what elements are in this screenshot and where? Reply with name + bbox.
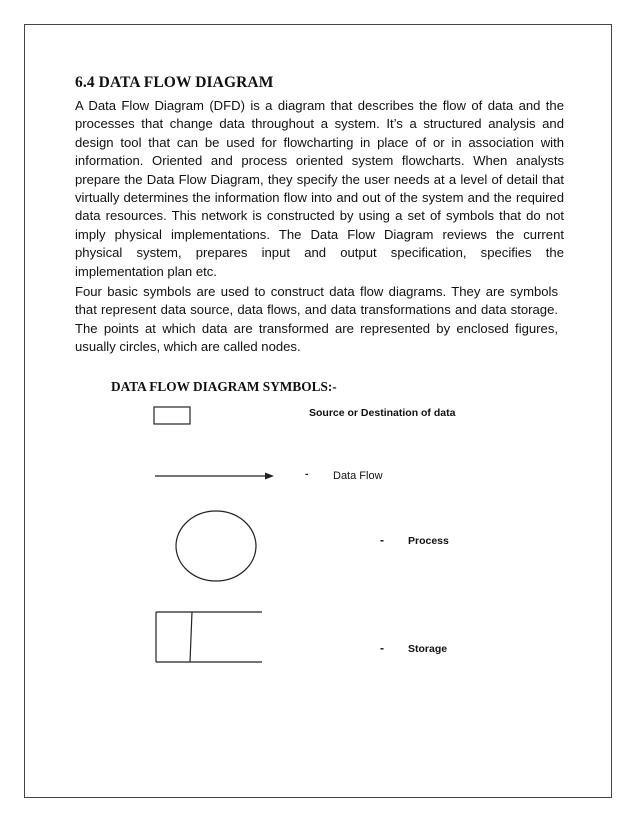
data-flow-label: Data Flow bbox=[333, 470, 383, 482]
storage-dash: - bbox=[380, 641, 384, 655]
source-destination-label: Source or Destination of data bbox=[309, 407, 456, 419]
process-label: Process bbox=[408, 535, 449, 547]
data-flow-dash: - bbox=[305, 468, 309, 480]
process-dash: - bbox=[380, 533, 384, 547]
storage-label: Storage bbox=[408, 643, 448, 655]
section-heading: 6.4 DATA FLOW DIAGRAM bbox=[75, 74, 274, 91]
paragraph-basic-symbols: Four basic symbols are used to construct data flow diagrams. They are symbols that represent data source, data flows, and data transformations and data storage. The points at which data are transformed are represented by enclosed figures, usually circles, which are called nodes. bbox=[75, 284, 558, 355]
paragraph-dfd-definition: A Data Flow Diagram (DFD) is a diagram that describes the flow of data and the processes that change data throughout a system. It’s a structured analysis and design tool that can be used for flowcharting in place of or in association with information. Oriented and process oriented system flowcharts. When analysts prepare the Data Flow Diagram, they specify the user needs at a level of detail that virtually determines the information flow into and out of the system and the required data resources. This network is constructed by using a set of symbols that do not imply physical implementations. The Data Flow Diagram reviews the current physical system, prepares input and output specification, specifies the implementation plan etc. bbox=[75, 98, 564, 279]
symbols-heading: DATA FLOW DIAGRAM SYMBOLS:- bbox=[111, 379, 337, 394]
